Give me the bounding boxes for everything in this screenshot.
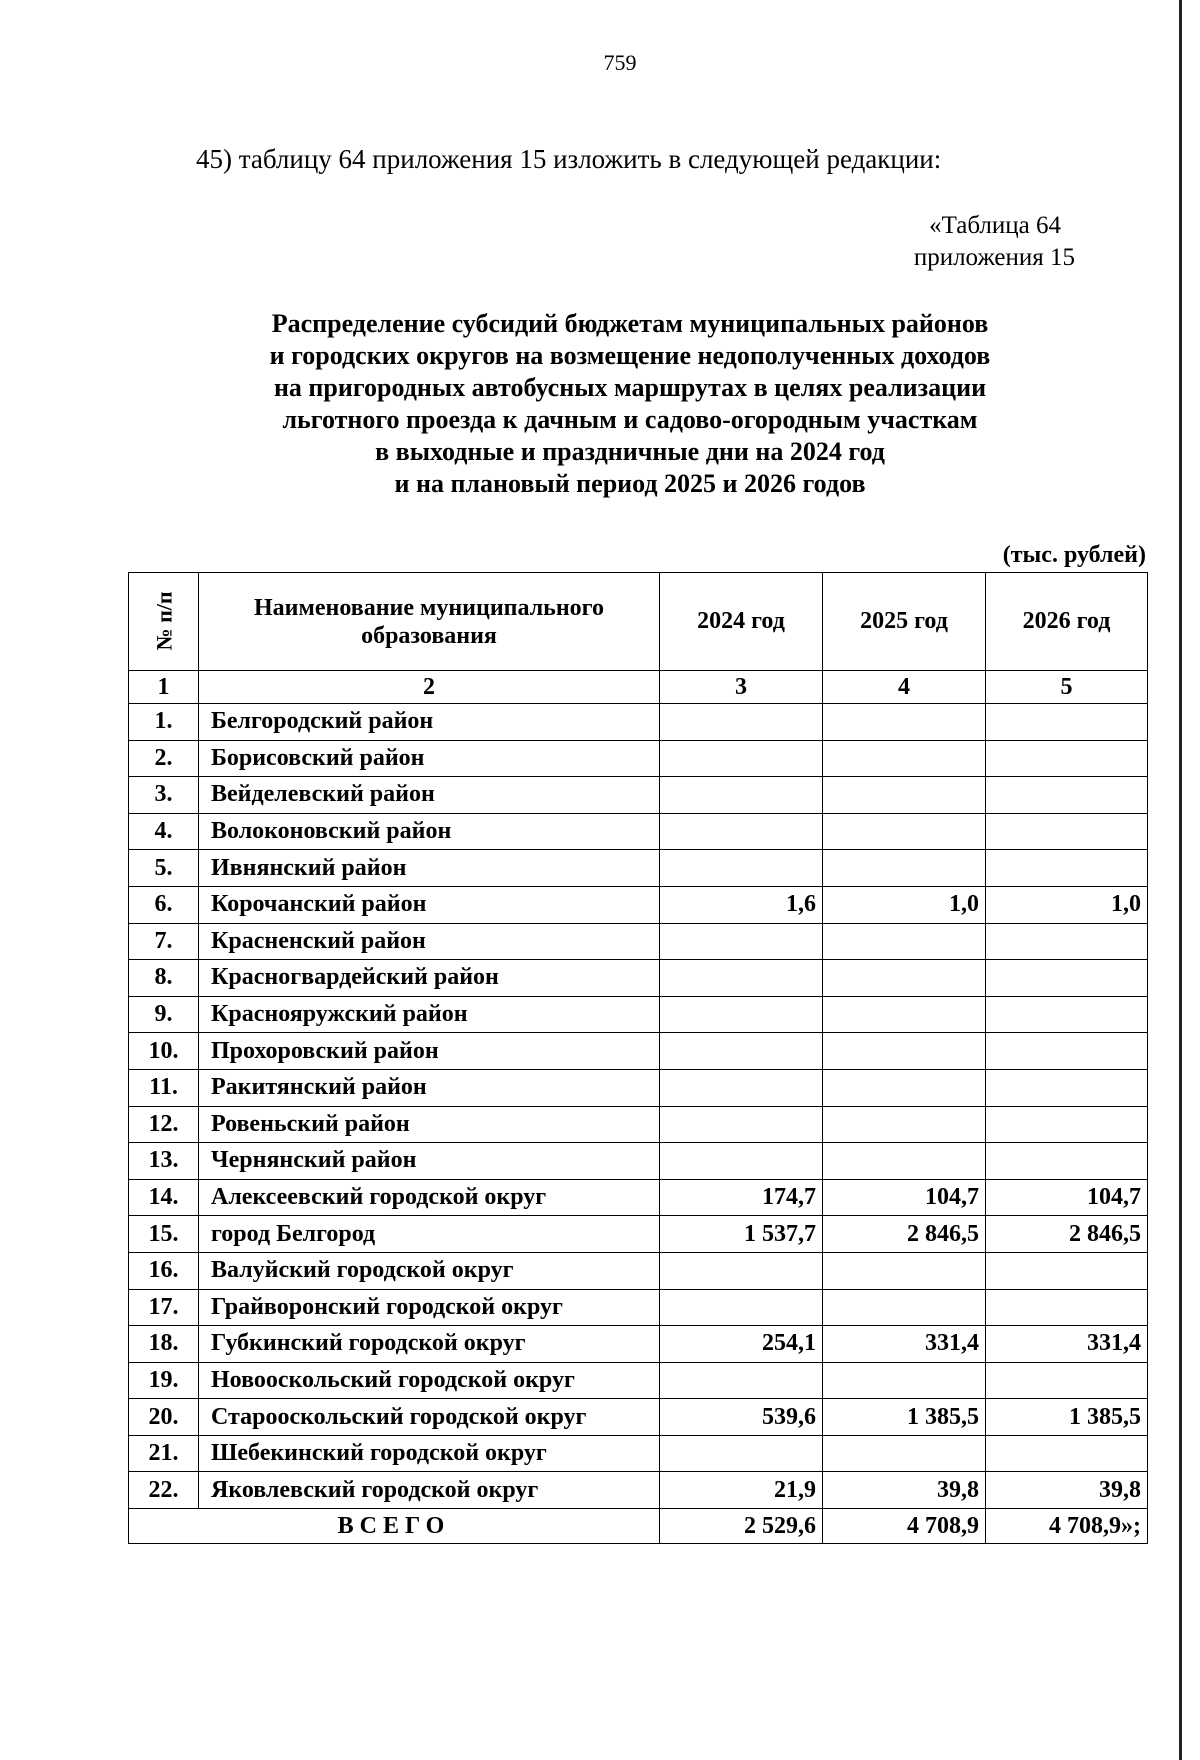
row-value-2026 [986,996,1148,1033]
row-number: 21. [129,1435,199,1472]
row-value-2024: 539,6 [660,1399,823,1436]
table-row [129,1033,1148,1070]
table-row [129,1106,1148,1143]
row-number: 14. [129,1179,199,1216]
row-number: 1. [129,704,199,741]
row-value-2026 [986,923,1148,960]
row-value-2024: 21,9 [660,1472,823,1509]
row-value-2026: 39,8 [986,1472,1148,1509]
row-value-2025 [823,1289,986,1326]
row-name: Чернянский район [199,1143,660,1180]
row-value-2026 [986,1106,1148,1143]
row-number: 5. [129,850,199,887]
row-name: Губкинский городской округ [199,1326,660,1363]
row-value-2025: 2 846,5 [823,1216,986,1253]
row-value-2026 [986,704,1148,741]
row-name: Грайворонский городской округ [199,1289,660,1326]
row-value-2024 [660,1106,823,1143]
table-row [129,704,1148,741]
row-value-2026: 331,4 [986,1326,1148,1363]
column-number: 4 [823,671,986,704]
row-value-2025 [823,1362,986,1399]
table-row [129,1399,1148,1436]
row-value-2024 [660,960,823,997]
row-number: 22. [129,1472,199,1509]
row-name: Волоконовский район [199,813,660,850]
units-label: (тыс. рублей) [1002,542,1146,568]
table-row [129,1069,1148,1106]
row-number: 2. [129,740,199,777]
row-value-2024 [660,1435,823,1472]
row-name: Новооскольский городской округ [199,1362,660,1399]
column-number: 5 [986,671,1148,704]
row-value-2025 [823,923,986,960]
row-value-2024: 254,1 [660,1326,823,1363]
intro-text: 45) таблицу 64 приложения 15 изложить в следующей редакции: [196,144,942,174]
row-value-2026 [986,1435,1148,1472]
table-row [129,923,1148,960]
header-2024: 2024 год [660,573,823,671]
row-number: 10. [129,1033,199,1070]
row-value-2024 [660,777,823,814]
heading-line: и на плановый период 2025 и 2026 годов [394,469,866,498]
row-value-2025 [823,996,986,1033]
row-value-2025: 104,7 [823,1179,986,1216]
row-value-2024 [660,1069,823,1106]
row-value-2026 [986,1289,1148,1326]
row-name: Алексеевский городской округ [199,1179,660,1216]
column-number: 2 [199,671,660,704]
row-value-2025 [823,740,986,777]
table-row [129,960,1148,997]
row-value-2025 [823,1033,986,1070]
table-reference-line2: приложения 15 [913,244,1075,271]
table-row [129,1472,1148,1509]
row-name: Шебекинский городской округ [199,1435,660,1472]
row-value-2024 [660,1033,823,1070]
row-value-2025 [823,850,986,887]
heading-line: льготного проезда к дачным и садово-огородным участкам [282,405,978,434]
table-row [129,740,1148,777]
table-row [129,1362,1148,1399]
row-value-2026 [986,1143,1148,1180]
table-reference-line1: «Таблица 64 [929,212,1061,239]
row-value-2025 [823,1106,986,1143]
table-row [129,1326,1148,1363]
table-row [129,886,1148,923]
row-number: 20. [129,1399,199,1436]
total-row [129,1509,1148,1544]
row-value-2026: 2 846,5 [986,1216,1148,1253]
row-value-2026 [986,777,1148,814]
row-number: 6. [129,886,199,923]
row-value-2024 [660,1362,823,1399]
row-name: Белгородский район [199,704,660,741]
table-reference [775,210,1075,274]
row-value-2025 [823,777,986,814]
row-value-2026 [986,1252,1148,1289]
row-value-2026 [986,1033,1148,1070]
row-value-2025 [823,1143,986,1180]
row-value-2024 [660,923,823,960]
table-header-row [129,573,1148,671]
row-name: город Белгород [199,1216,660,1253]
row-number: 15. [129,1216,199,1253]
row-name: Краснояружский район [199,996,660,1033]
total-2024: 2 529,6 [660,1509,823,1544]
heading-line: в выходные и праздничные дни на 2024 год [375,437,885,466]
document-heading [130,308,1130,500]
table-row [129,1179,1148,1216]
row-value-2026 [986,850,1148,887]
row-value-2024 [660,740,823,777]
table-row [129,1252,1148,1289]
row-name: Красненский район [199,923,660,960]
row-number: 11. [129,1069,199,1106]
row-name: Валуйский городской округ [199,1252,660,1289]
row-value-2025 [823,704,986,741]
page-edge-line [1179,0,1182,1760]
row-value-2025: 1 385,5 [823,1399,986,1436]
column-number: 3 [660,671,823,704]
row-value-2025 [823,1435,986,1472]
heading-line: и городских округов на возмещение недополученных доходов [269,341,991,370]
row-name: Ровеньский район [199,1106,660,1143]
row-value-2026 [986,1069,1148,1106]
row-number: 13. [129,1143,199,1180]
subsidy-table [128,572,1148,1544]
row-value-2025 [823,960,986,997]
table-row [129,1216,1148,1253]
row-value-2024: 1 537,7 [660,1216,823,1253]
row-value-2025 [823,1069,986,1106]
row-name: Прохоровский район [199,1033,660,1070]
row-value-2024 [660,704,823,741]
row-number: 3. [129,777,199,814]
heading-line: на пригородных автобусных маршрутах в целях реализации [273,373,987,402]
row-number: 9. [129,996,199,1033]
row-value-2024 [660,1252,823,1289]
column-numbers-row [129,671,1148,704]
total-2025: 4 708,9 [823,1509,986,1544]
row-value-2026: 104,7 [986,1179,1148,1216]
table-row [129,1143,1148,1180]
row-value-2025: 331,4 [823,1326,986,1363]
row-number: 8. [129,960,199,997]
page-number: 759 [603,50,637,75]
row-name: Яковлевский городской округ [199,1472,660,1509]
row-value-2026 [986,960,1148,997]
row-value-2024 [660,850,823,887]
row-value-2024: 1,6 [660,886,823,923]
row-value-2025 [823,813,986,850]
row-value-2026 [986,813,1148,850]
table-row [129,777,1148,814]
row-name: Вейделевский район [199,777,660,814]
row-value-2026: 1,0 [986,886,1148,923]
table-row [129,1289,1148,1326]
row-value-2026 [986,1362,1148,1399]
row-value-2026: 1 385,5 [986,1399,1148,1436]
row-name: Старооскольский городской округ [199,1399,660,1436]
row-value-2024 [660,1289,823,1326]
row-number: 4. [129,813,199,850]
header-2026: 2026 год [986,573,1148,671]
row-value-2026 [986,740,1148,777]
row-number: 18. [129,1326,199,1363]
row-number: 7. [129,923,199,960]
row-value-2024 [660,1143,823,1180]
row-number: 12. [129,1106,199,1143]
row-value-2024 [660,996,823,1033]
row-name: Ракитянский район [199,1069,660,1106]
row-value-2025: 39,8 [823,1472,986,1509]
header-2025: 2025 год [823,573,986,671]
row-value-2024: 174,7 [660,1179,823,1216]
heading-line: Распределение субсидий бюджетам муниципальных районов [271,309,989,338]
row-value-2025 [823,1252,986,1289]
row-name: Красногвардейский район [199,960,660,997]
table-row [129,850,1148,887]
total-label: ВСЕГО [129,1509,660,1544]
row-name: Корочанский район [199,886,660,923]
row-value-2025: 1,0 [823,886,986,923]
row-name: Борисовский район [199,740,660,777]
table-row [129,996,1148,1033]
table-row [129,813,1148,850]
row-name: Ивнянский район [199,850,660,887]
column-number: 1 [129,671,199,704]
header-num: № п/п [129,573,199,671]
row-value-2024 [660,813,823,850]
table-row [129,1435,1148,1472]
row-number: 17. [129,1289,199,1326]
total-2026: 4 708,9»; [986,1509,1148,1544]
row-number: 19. [129,1362,199,1399]
header-name: Наименование муниципального образования [199,573,660,671]
row-number: 16. [129,1252,199,1289]
